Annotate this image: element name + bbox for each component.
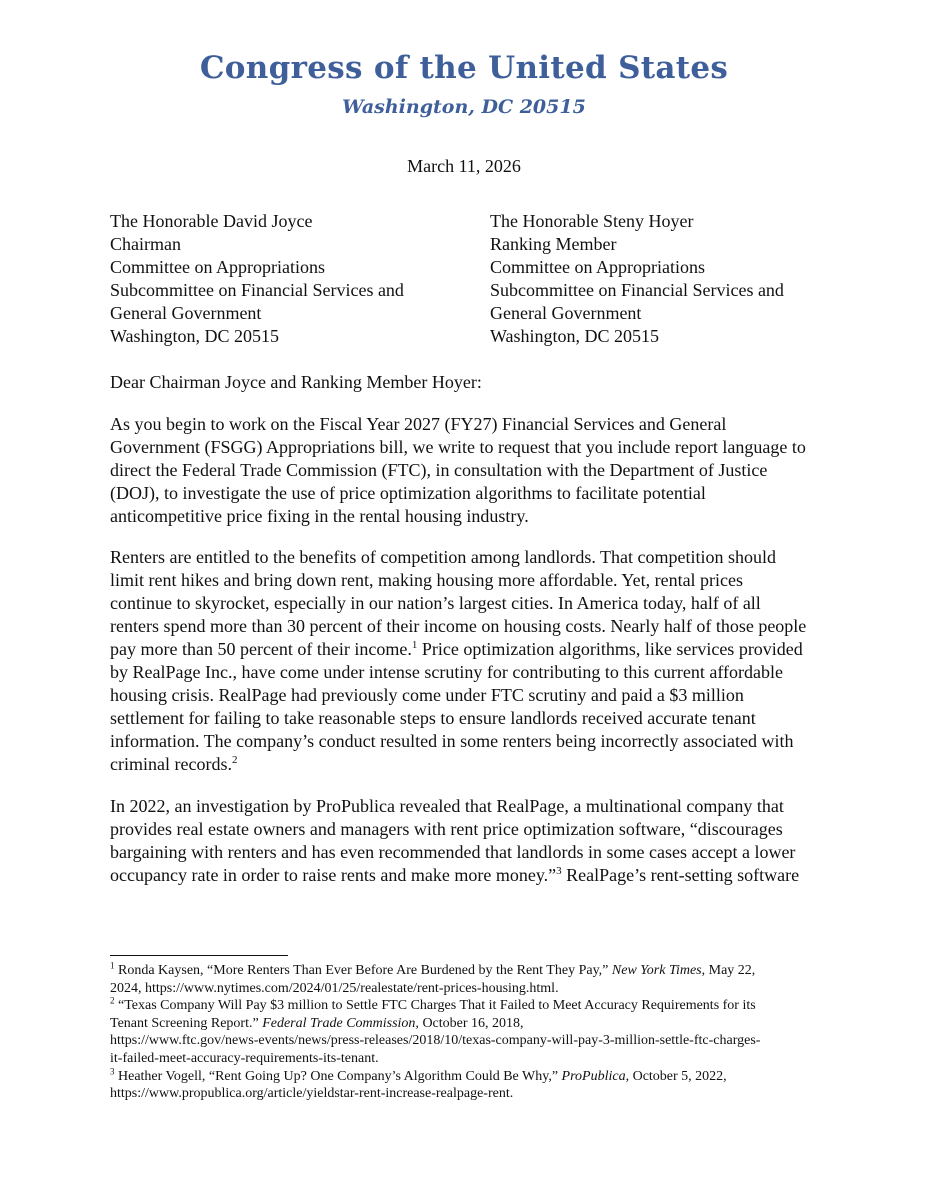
publication-name: Federal Trade Commission, <box>262 1015 419 1031</box>
footnote-number: 2 <box>110 995 115 1006</box>
line-text: pay more than 50 percent of their income. <box>110 639 412 659</box>
footnote-ref-2[interactable]: 2 <box>231 754 238 766</box>
footnotes <box>110 962 760 1103</box>
paragraph-line: bargaining with renters and has even recommended that landlords in some cases accept a lower <box>110 842 796 862</box>
paragraph-line: continue to skyrocket, especially in our nation’s largest cities. In America today, half of all <box>110 593 761 613</box>
paragraph-line <box>110 864 799 887</box>
recipient-subcommittee-cont: General Government <box>490 303 642 323</box>
footnote-3 <box>110 1065 760 1086</box>
publication-name: New York Times <box>611 963 702 978</box>
footnote-2-cont <box>110 1015 760 1033</box>
footnote-text: , May 22, <box>701 963 756 978</box>
paragraph-line <box>110 638 806 661</box>
recipient-name: The Honorable Steny Hoyer <box>490 211 694 231</box>
line-text: criminal records. <box>110 754 232 774</box>
footnote-divider <box>110 955 288 956</box>
recipient-name: The Honorable David Joyce <box>110 211 313 231</box>
letterhead-subtitle: Washington, DC 20515 <box>342 96 586 118</box>
footnote-number: 3 <box>110 1065 115 1076</box>
body-paragraph-2 <box>110 546 806 776</box>
paragraph-line: direct the Federal Trade Commission (FTC), in consultation with the Department of Justice <box>110 460 768 480</box>
recipient-committee: Committee on Appropriations <box>110 257 325 277</box>
letter-date: March 11, 2026 <box>407 156 521 176</box>
recipient-subcommittee: Subcommittee on Financial Services and <box>490 280 784 300</box>
salutation: Dear Chairman Joyce and Ranking Member Hoyer: <box>110 372 482 392</box>
paragraph-line: Renters are entitled to the benefits of competition among landlords. That competition should <box>110 547 777 567</box>
footnote-text: Heather Vogell, “Rent Going Up? One Company’s Algorithm Could Be Why,” <box>114 1068 562 1084</box>
paragraph-line <box>110 753 806 776</box>
footnote-ref-1[interactable]: 1 <box>411 639 418 651</box>
paragraph-line: renters spend more than 30 percent of their income on housing costs. Nearly half of those people <box>110 616 807 636</box>
footnote-ref-3[interactable]: 3 <box>556 865 562 877</box>
recipient-role: Ranking Member <box>490 234 617 254</box>
publication-name: ProPublica <box>561 1068 626 1084</box>
footnote-text: October 16, 2018, <box>418 1015 524 1031</box>
paragraph-line: In 2022, an investigation by ProPublica revealed that RealPage, a multinational company that <box>110 796 784 816</box>
body-paragraph-1 <box>110 413 806 528</box>
recipient-address-left <box>110 210 404 348</box>
paragraph-line: anticompetitive price fixing in the rental housing industry. <box>110 506 529 526</box>
footnote-1-url[interactable]: 2024, https://www.nytimes.com/2024/01/25/realestate/rent-prices-housing.html. <box>110 980 559 996</box>
recipient-committee: Committee on Appropriations <box>490 257 705 277</box>
footnote-text: Ronda Kaysen, “More Renters Than Ever Before Are Burdened by the Rent They Pay,” <box>114 963 612 978</box>
footnote-2 <box>110 997 760 1015</box>
body-paragraph-3 <box>110 795 799 887</box>
footnote-2-url-cont[interactable]: it-failed-meet-accuracy-requirements-its-tenant. <box>110 1050 379 1066</box>
footnote-text: , October 5, 2022, <box>625 1068 727 1084</box>
footnote-number: 1 <box>110 960 115 971</box>
paragraph-line: limit rent hikes and bring down rent, making housing more affordable. Yet, rental prices <box>110 570 744 590</box>
recipient-city: Washington, DC 20515 <box>490 326 660 346</box>
paragraph-line: Government (FSGG) Appropriations bill, we write to request that you include report language to <box>110 437 806 457</box>
footnote-1 <box>110 962 760 980</box>
line-text: RealPage’s rent-setting software <box>561 865 800 885</box>
recipient-city: Washington, DC 20515 <box>110 326 280 346</box>
paragraph-line: (DOJ), to investigate the use of price optimization algorithms to facilitate potential <box>110 483 706 503</box>
footnote-text: “Texas Company Will Pay $3 million to Settle FTC Charges That it Failed to Meet Accuracy Requirements for its <box>114 998 756 1014</box>
line-text: Price optimization algorithms, like services provided <box>417 639 803 659</box>
paragraph-line: housing crisis. RealPage had previously come under FTC scrutiny and paid a $3 million <box>110 685 744 705</box>
recipient-subcommittee-cont: General Government <box>110 303 262 323</box>
paragraph-line: by RealPage Inc., have come under intense scrutiny for contributing to this current affordable <box>110 662 783 682</box>
footnote-3-url[interactable]: https://www.propublica.org/article/yieldstar-rent-increase-realpage-rent. <box>110 1086 514 1102</box>
recipient-role: Chairman <box>110 234 181 254</box>
line-text: occupancy rate in order to raise rents and make more money.” <box>110 865 557 885</box>
paragraph-line: provides real estate owners and managers with rent price optimization software, “discourages <box>110 819 783 839</box>
paragraph-line: settlement for failing to take reasonable steps to ensure landlords received accurate tenant <box>110 708 756 728</box>
recipient-subcommittee: Subcommittee on Financial Services and <box>110 280 404 300</box>
recipient-address-right <box>490 210 784 348</box>
letterhead-title: Congress of the United States <box>199 50 729 86</box>
footnote-2-url[interactable]: https://www.ftc.gov/news-events/news/press-releases/2018/10/texas-company-will-pay-3-million-settle-ftc-charges- <box>110 1033 761 1049</box>
footnote-text: Tenant Screening Report.” <box>110 1015 263 1031</box>
paragraph-line: As you begin to work on the Fiscal Year 2027 (FY27) Financial Services and General <box>110 414 727 434</box>
paragraph-line: information. The company’s conduct resulted in some renters being incorrectly associated with <box>110 731 794 751</box>
